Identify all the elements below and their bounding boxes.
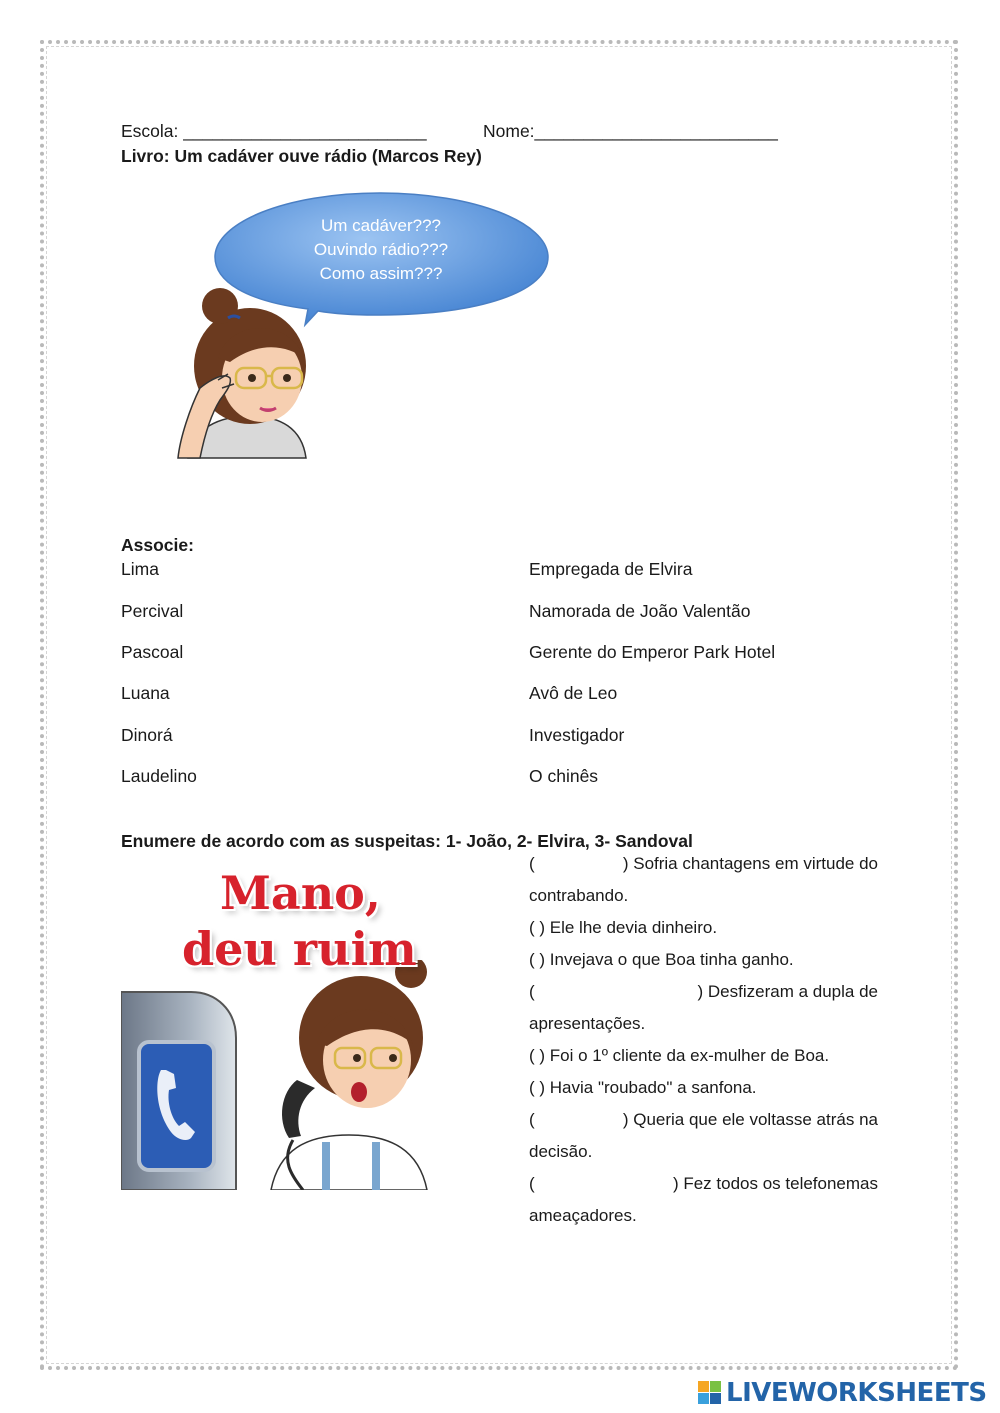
enumere-item: [529, 916, 878, 948]
enumere-item: [529, 1076, 878, 1108]
item-text: ( ) Foi o 1º cliente da ex-mulher de Boa.: [529, 1046, 830, 1065]
item-paren: (: [529, 1110, 535, 1129]
enumere-title: Enumere de acordo com as suspeitas: 1- João, 2- Elvira, 3- Sandoval: [121, 831, 693, 851]
item-continuation: apresentações.: [529, 1014, 646, 1033]
associe-left-item: Luana: [121, 683, 170, 703]
associe-right-item: Investigador: [529, 725, 625, 745]
item-text: ( ) Havia "roubado" a sanfona.: [529, 1078, 757, 1097]
liveworksheets-logo-icon: [698, 1381, 722, 1405]
enumere-item: [529, 948, 878, 980]
associe-right-item: O chinês: [529, 766, 599, 786]
item-text: ) Sofria chantagens em virtude do: [622, 854, 878, 873]
associe-right-item: Avô de Leo: [529, 683, 618, 703]
item-text: ) Desfizeram a dupla de: [697, 982, 878, 1001]
escola-field: Escola: _________________________: [121, 121, 427, 141]
item-paren: (: [529, 1174, 535, 1193]
item-text: ) Queria que ele voltasse atrás na: [622, 1110, 878, 1129]
item-text: ( ) Invejava o que Boa tinha ganho.: [529, 950, 794, 969]
associe-left-item: Percival: [121, 601, 184, 621]
item-continuation: ameaçadores.: [529, 1206, 637, 1225]
liveworksheets-logo-text: LIVEWORKSHEETS: [726, 1378, 987, 1408]
bubble-line-1: Um cadáver???: [320, 216, 441, 235]
enumere-item: [529, 852, 878, 916]
associe-left-item: Dinorá: [121, 725, 173, 745]
associe-left-item: Lima: [121, 559, 159, 579]
avatar-thinking-illustration: [170, 288, 320, 460]
item-text: ) Fez todos os telefonemas: [672, 1174, 878, 1193]
enumere-item: [529, 1044, 878, 1076]
book-title: Livro: Um cadáver ouve rádio (Marcos Rey): [121, 146, 482, 166]
bubble-line-2: Ouvindo rádio???: [313, 240, 449, 259]
speech-bubble-text: [268, 214, 494, 286]
mano-caption-line-2: deu ruim: [182, 922, 417, 976]
enumere-item: [529, 1108, 878, 1172]
associe-right-item: Empregada de Elvira: [529, 559, 693, 579]
liveworksheets-logo[interactable]: [698, 1378, 987, 1408]
associe-title: Associe:: [121, 535, 194, 555]
enumere-item: [529, 980, 878, 1044]
item-continuation: contrabando.: [529, 886, 629, 905]
item-text: ( ) Ele lhe devia dinheiro.: [529, 918, 718, 937]
phone-booth-illustration: [121, 960, 441, 1190]
nome-field: Nome:_________________________: [483, 121, 778, 141]
associe-right-item: Gerente do Emperor Park Hotel: [529, 642, 776, 662]
bubble-line-3: Como assim???: [319, 264, 443, 283]
item-paren: (: [529, 982, 535, 1001]
item-continuation: decisão.: [529, 1142, 593, 1161]
item-paren: (: [529, 854, 535, 873]
enumere-item: [529, 1172, 878, 1236]
mano-caption-line-1: Mano,: [220, 866, 381, 920]
associe-left-item: Pascoal: [121, 642, 184, 662]
associe-left-item: Laudelino: [121, 766, 197, 786]
associe-right-item: Namorada de João Valentão: [529, 601, 751, 621]
